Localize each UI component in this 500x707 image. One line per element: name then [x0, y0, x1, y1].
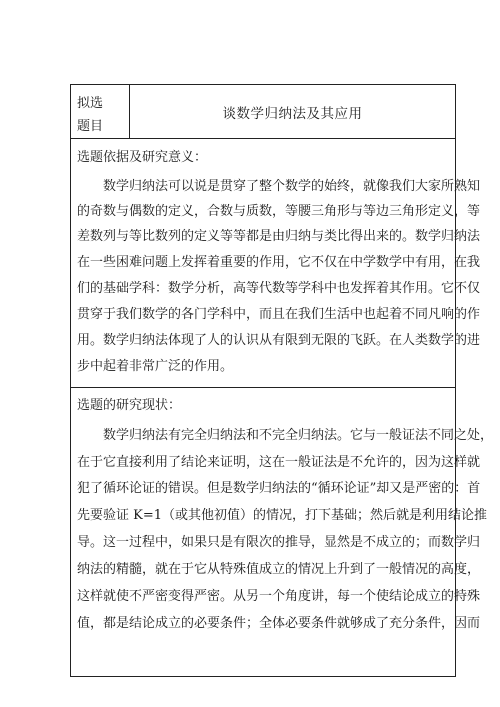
paragraph-line: 在一些困难问题上发挥着重要的作用，它不仅在中学数学中有用，在我	[77, 255, 481, 270]
topic-row	[71, 85, 455, 139]
paragraph-line: 数学归纳法有完全归纳法和不完全归纳法。它与一般证法不同之处，	[103, 428, 494, 443]
section-heading-status: 选题的研究现状：	[77, 398, 182, 413]
topic-label-cell	[71, 85, 130, 138]
paragraph-line: 值，都是结论成立的必要条件；全体必要条件就够成了充分条件，因而	[77, 616, 481, 631]
paragraph-line: 在于它直接利用了结论来证明，这在一般证法是不允许的，因为这样就	[77, 455, 481, 470]
paragraph-line: 贯穿于我们数学的各门学科中，而且在我们生活中也起着不同凡响的作	[77, 307, 481, 322]
paragraph-line: 先要验证 K=1（或其他初值）的情况，打下基础；然后就是利用结论推	[77, 508, 488, 523]
research-status-section	[71, 388, 494, 676]
paragraph-line: 导。这一过程中，如果只是有限次的推导，显然是不成立的；而数学归	[77, 535, 481, 550]
paragraph-line: 的奇数与偶数的定义，合数与质数，等腰三角形与等边三角形定义，等	[77, 204, 481, 219]
paragraph-line: 数学归纳法可以说是贯穿了整个数学的始终，就像我们大家所熟知	[103, 179, 481, 194]
paragraph-line: 差数列与等比数列的定义等等都是由归纳与类比得出来的。数学归纳法	[77, 229, 481, 244]
paragraph-line: 纳法的精髓，就在于它从特殊值成立的情况上升到了一般情况的高度，	[77, 562, 481, 577]
paragraph-line: 用。数学归纳法体现了人的认识从有限到无限的飞跃。在人类数学的进	[77, 333, 481, 348]
paragraph-line: 们的基础学科：数学分析，高等代数等学科中也发挥着其作用。它不仅	[77, 281, 481, 296]
paragraph-line: 步中起着非常广泛的作用。	[77, 359, 234, 374]
topic-label-line2: 题目	[77, 119, 104, 134]
topic-label-line1: 拟选	[77, 96, 104, 111]
proposal-form-table	[70, 84, 494, 677]
paragraph-line: 这样就使不严密变得严密。从另一个角度讲，每一个使结论成立的特殊	[77, 589, 481, 604]
paragraph-line: 犯了循环论证的错误。但是数学归纳法的“循环论证”却又是严密的：首	[77, 481, 481, 496]
topic-title: 谈数学归纳法及其应用	[222, 105, 363, 122]
research-basis-section	[71, 139, 481, 388]
section-heading-basis: 选题依据及研究意义：	[77, 150, 208, 165]
